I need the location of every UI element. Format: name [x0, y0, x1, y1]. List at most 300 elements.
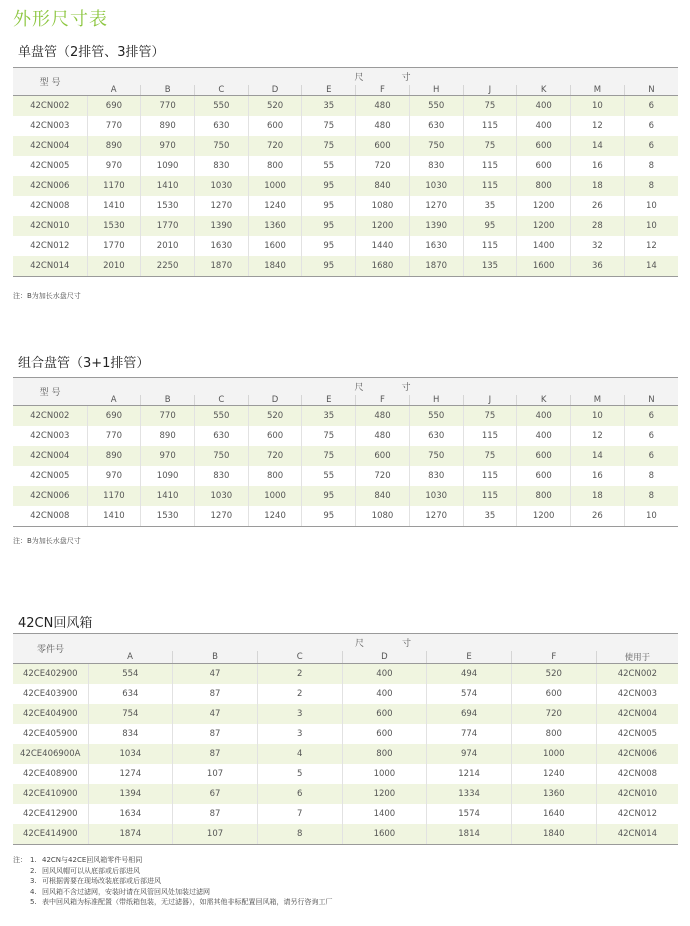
table-cell: 8 [624, 176, 678, 196]
table-cell: 830 [409, 466, 463, 486]
table-cell: 1030 [194, 486, 248, 506]
table-row [13, 196, 678, 216]
table-cell: 480 [356, 96, 410, 117]
table-cell: 95 [463, 216, 517, 236]
table-cell: 12 [571, 426, 625, 446]
table-cell: 834 [88, 724, 173, 744]
column-header: E [427, 651, 512, 664]
table-cell: 970 [87, 156, 141, 176]
table-cell: 42CN006 [596, 744, 678, 764]
note-prefix [13, 876, 30, 887]
table-cell: 95 [302, 486, 356, 506]
table-cell: 1270 [409, 196, 463, 216]
table-cell: 35 [463, 196, 517, 216]
table-cell: 750 [409, 446, 463, 466]
table-cell: 8 [624, 156, 678, 176]
table-cell: 720 [511, 704, 596, 724]
table-cell: 3 [257, 704, 342, 724]
table-cell: 600 [356, 136, 410, 156]
note-number: 2. [30, 866, 37, 875]
table-row [13, 804, 678, 824]
note-prefix [13, 866, 30, 877]
table-cell: 135 [463, 256, 517, 277]
table-cell: 42CN003 [30, 431, 70, 441]
table-cell: 1410 [141, 486, 195, 506]
table-cell: 400 [517, 406, 571, 427]
column-header: N [624, 85, 678, 96]
column-header: C [257, 651, 342, 664]
combo-coil-dimension-table [13, 377, 678, 527]
table-cell: 42CE405900 [22, 729, 78, 739]
dimensions-header: 尺寸 [87, 378, 678, 396]
table-cell: 1410 [141, 176, 195, 196]
table-cell: 1640 [511, 804, 596, 824]
table-cell: 42CN012 [596, 804, 678, 824]
table-cell: 14 [624, 256, 678, 277]
table-cell: 42CN004 [13, 446, 87, 466]
table-cell: 75 [463, 446, 517, 466]
table-cell: 47 [173, 664, 258, 685]
table-cell: 1814 [427, 824, 512, 845]
table-row [13, 784, 678, 804]
table-cell: 75 [463, 136, 517, 156]
table-cell: 55 [302, 466, 356, 486]
table-cell: 600 [517, 466, 571, 486]
table-cell: 890 [141, 426, 195, 446]
table-cell: 494 [427, 664, 512, 685]
table-cell: 1000 [248, 486, 302, 506]
table-cell: 42CN010 [596, 784, 678, 804]
table-cell: 1600 [248, 236, 302, 256]
table-cell: 1634 [88, 804, 173, 824]
table-cell: 774 [427, 724, 512, 744]
column-header: E [302, 85, 356, 96]
table-cell: 1334 [427, 784, 512, 804]
table-cell: 1680 [356, 256, 410, 277]
table-cell: 970 [141, 446, 195, 466]
table-cell: 12 [571, 116, 625, 136]
table-cell: 400 [517, 426, 571, 446]
table-cell: 12 [624, 236, 678, 256]
table-cell: 75 [302, 116, 356, 136]
table-cell: 600 [342, 724, 427, 744]
table-cell: 87 [173, 744, 258, 764]
table-cell: 75 [463, 96, 517, 117]
table-row [13, 724, 678, 744]
table-cell: 800 [517, 486, 571, 506]
table-cell: 35 [463, 506, 517, 527]
column-header: A [87, 85, 141, 96]
table-cell: 550 [194, 96, 248, 117]
column-header: H [409, 85, 463, 96]
table-cell: 520 [248, 406, 302, 427]
table-cell: 830 [194, 156, 248, 176]
table-cell: 42CN005 [30, 471, 70, 481]
table-cell: 1390 [194, 216, 248, 236]
table-cell: 720 [356, 156, 410, 176]
table-cell: 550 [409, 406, 463, 427]
table-cell: 42CN003 [30, 121, 70, 131]
table-cell: 400 [517, 96, 571, 117]
table-cell: 115 [463, 116, 517, 136]
table-cell: 1530 [141, 506, 195, 527]
note-item [13, 855, 333, 866]
table-cell: 554 [88, 664, 173, 685]
table-cell: 890 [87, 446, 141, 466]
table-cell: 4 [257, 744, 342, 764]
table-cell: 6 [624, 116, 678, 136]
table-cell: 1840 [511, 824, 596, 845]
table-cell: 6 [624, 426, 678, 446]
table-cell: 42CN006 [13, 176, 87, 196]
table-cell: 400 [342, 684, 427, 704]
note-number: 3. [30, 877, 37, 886]
table-cell: 42CN003 [596, 684, 678, 704]
table-cell: 5 [257, 764, 342, 784]
table-cell: 480 [356, 426, 410, 446]
table-cell: 28 [571, 216, 625, 236]
table-cell: 1360 [248, 216, 302, 236]
table-cell: 42CN008 [596, 764, 678, 784]
table-cell: 840 [356, 176, 410, 196]
table-cell: 16 [571, 156, 625, 176]
table-cell: 67 [173, 784, 258, 804]
table-row [13, 216, 678, 236]
table-cell: 1394 [88, 784, 173, 804]
table-cell: 1240 [511, 764, 596, 784]
table-cell: 6 [624, 136, 678, 156]
table-cell: 1770 [87, 236, 141, 256]
note-text: 回风箱不含过滤网，安装时请在风管回风处加装过滤网 [42, 887, 210, 896]
table-cell: 10 [624, 196, 678, 216]
column-header: A [87, 395, 141, 406]
section-title-single-coil: 单盘管（2排管、3排管） [18, 45, 165, 60]
column-header: F [356, 85, 410, 96]
table-cell: 42CN006 [13, 486, 87, 506]
table-cell: 1440 [356, 236, 410, 256]
table-cell: 1400 [517, 236, 571, 256]
table-cell: 634 [88, 684, 173, 704]
table-cell: 1874 [88, 824, 173, 845]
table-cell: 6 [624, 446, 678, 466]
part-number-header: 零件号 [13, 634, 88, 664]
table-row [13, 236, 678, 256]
note-item [13, 876, 333, 887]
table-cell: 1770 [141, 216, 195, 236]
table-cell: 55 [302, 156, 356, 176]
table-cell: 18 [571, 486, 625, 506]
table-row [13, 446, 678, 466]
table-cell: 550 [194, 406, 248, 427]
table-cell: 10 [571, 96, 625, 117]
table-cell: 1870 [194, 256, 248, 277]
table-cell: 1270 [409, 506, 463, 527]
table-row [13, 824, 678, 845]
table-cell: 800 [248, 466, 302, 486]
table-cell: 400 [342, 664, 427, 685]
table-cell: 1390 [409, 216, 463, 236]
table-cell: 42CE406900A [13, 744, 88, 764]
table-cell: 1530 [141, 196, 195, 216]
column-header: K [517, 85, 571, 96]
table-cell: 800 [511, 724, 596, 744]
table-cell: 36 [571, 256, 625, 277]
column-header: B [173, 651, 258, 664]
column-header: D [342, 651, 427, 664]
table-cell: 1200 [356, 216, 410, 236]
table-cell: 115 [463, 236, 517, 256]
table-cell: 42CE412900 [22, 809, 78, 819]
table-cell: 42CN002 [13, 96, 87, 117]
table-cell: 1360 [511, 784, 596, 804]
table-cell: 2 [257, 664, 342, 685]
table-cell: 1090 [141, 466, 195, 486]
section-title-return-box: 42CN回风箱 [18, 616, 93, 631]
table-cell: 840 [356, 486, 410, 506]
table-cell: 6 [624, 96, 678, 117]
column-header: M [571, 85, 625, 96]
table-row [13, 506, 678, 527]
note-number: 1. [30, 856, 37, 864]
table-row [13, 664, 678, 685]
table-cell: 1240 [248, 506, 302, 527]
table-cell: 115 [463, 426, 517, 446]
return-box-notes [13, 855, 333, 908]
combo-coil-note: 注：B为加长水盘尺寸 [13, 537, 81, 545]
table-cell: 1170 [87, 176, 141, 196]
model-header: 型 号 [13, 378, 87, 406]
table-cell: 42CN002 [13, 406, 87, 427]
table-cell: 970 [87, 466, 141, 486]
table-cell: 630 [194, 116, 248, 136]
table-cell: 87 [173, 684, 258, 704]
table-cell: 10 [624, 506, 678, 527]
table-cell: 1600 [517, 256, 571, 277]
table-cell: 1030 [194, 176, 248, 196]
table-cell: 750 [194, 446, 248, 466]
table-cell: 115 [463, 176, 517, 196]
table-row [13, 466, 678, 486]
table-cell: 42CN004 [596, 704, 678, 724]
column-header: B [141, 85, 195, 96]
table-cell: 630 [194, 426, 248, 446]
table-cell: 2010 [87, 256, 141, 277]
table-cell: 1410 [87, 196, 141, 216]
column-header: 使用于 [596, 651, 678, 664]
table-row [13, 426, 678, 446]
table-cell: 1870 [409, 256, 463, 277]
column-header: C [194, 395, 248, 406]
note-text: 42CN与42CE回风箱零件号相同 [42, 856, 143, 864]
table-cell: 1000 [511, 744, 596, 764]
table-cell: 42CN008 [13, 506, 87, 527]
table-cell: 42CE402900 [13, 664, 88, 685]
table-cell: 75 [302, 136, 356, 156]
column-header: B [141, 395, 195, 406]
table-cell: 26 [571, 506, 625, 527]
table-cell: 720 [356, 466, 410, 486]
note-item [13, 866, 333, 877]
note-text: 可根据需要在现场改装底部或后部进风 [42, 877, 161, 886]
table-cell: 1200 [342, 784, 427, 804]
model-header: 型 号 [13, 68, 87, 96]
table-cell: 10 [571, 406, 625, 427]
table-cell: 1000 [342, 764, 427, 784]
page-title: 外形尺寸表 [13, 9, 108, 30]
table-cell: 720 [248, 446, 302, 466]
table-cell: 42CN010 [13, 216, 87, 236]
table-cell: 1000 [248, 176, 302, 196]
table-row [13, 116, 678, 136]
column-header: F [356, 395, 410, 406]
table-cell: 1170 [87, 486, 141, 506]
table-cell: 107 [173, 764, 258, 784]
table-cell: 1030 [409, 486, 463, 506]
table-cell: 600 [517, 136, 571, 156]
table-cell: 600 [248, 426, 302, 446]
table-cell: 1214 [427, 764, 512, 784]
column-header: A [88, 651, 173, 664]
table-cell: 974 [427, 744, 512, 764]
table-cell: 87 [173, 804, 258, 824]
note-prefix [13, 887, 30, 898]
table-cell: 1034 [88, 744, 173, 764]
table-row [13, 704, 678, 724]
table-row [13, 256, 678, 277]
table-cell: 75 [302, 426, 356, 446]
table-cell: 1274 [88, 764, 173, 784]
table-cell: 87 [173, 724, 258, 744]
table-row [13, 136, 678, 156]
table-cell: 1090 [141, 156, 195, 176]
table-cell: 95 [302, 506, 356, 527]
dimensions-header: 尺寸 [87, 68, 678, 86]
dimensions-header: 尺寸 [88, 634, 678, 652]
table-cell: 574 [427, 684, 512, 704]
section-title-combo-coil: 组合盘管（3+1排管） [18, 356, 150, 371]
table-cell: 42CN008 [30, 201, 70, 211]
table-cell: 770 [87, 426, 141, 446]
table-cell: 16 [571, 466, 625, 486]
column-header: M [571, 395, 625, 406]
table-cell: 1200 [517, 506, 571, 527]
table-row [13, 176, 678, 196]
note-text: 表中回风箱为标准配置（带纸箱包装，无过滤器），如需其他非标配置回风箱，请另行咨询工厂 [42, 898, 333, 907]
column-header: C [194, 85, 248, 96]
table-cell: 42CN014 [13, 256, 87, 277]
column-header: K [517, 395, 571, 406]
table-cell: 690 [87, 96, 141, 117]
table-cell: 520 [248, 96, 302, 117]
table-cell: 970 [141, 136, 195, 156]
table-row [13, 156, 678, 176]
table-cell: 720 [248, 136, 302, 156]
table-row [13, 486, 678, 506]
note-number: 5. [30, 898, 37, 907]
table-cell: 14 [571, 446, 625, 466]
table-cell: 1530 [87, 216, 141, 236]
return-air-box-table [13, 633, 678, 845]
table-cell: 754 [88, 704, 173, 724]
table-cell: 14 [571, 136, 625, 156]
note-number: 4. [30, 887, 37, 896]
table-cell: 1270 [194, 196, 248, 216]
table-cell: 8 [624, 486, 678, 506]
table-cell: 480 [356, 116, 410, 136]
table-cell: 47 [173, 704, 258, 724]
table-cell: 1630 [194, 236, 248, 256]
table-cell: 480 [356, 406, 410, 427]
table-cell: 1600 [342, 824, 427, 845]
table-cell: 42CN012 [30, 241, 70, 251]
table-cell: 2250 [141, 256, 195, 277]
note-prefix [13, 897, 30, 908]
table-cell: 42CN014 [596, 824, 678, 845]
table-cell: 600 [517, 156, 571, 176]
table-cell: 95 [302, 196, 356, 216]
table-cell: 630 [409, 426, 463, 446]
table-row [13, 764, 678, 784]
table-cell: 1574 [427, 804, 512, 824]
single-coil-dimension-table [13, 67, 678, 277]
column-header: J [463, 395, 517, 406]
table-cell: 600 [517, 446, 571, 466]
table-cell: 890 [141, 116, 195, 136]
table-cell: 8 [624, 466, 678, 486]
table-cell: 115 [463, 466, 517, 486]
column-header: F [511, 651, 596, 664]
table-cell: 520 [511, 664, 596, 685]
table-cell: 95 [302, 216, 356, 236]
column-header: J [463, 85, 517, 96]
table-cell: 1080 [356, 196, 410, 216]
table-cell: 42CE408900 [22, 769, 78, 779]
table-cell: 42CN005 [30, 161, 70, 171]
table-cell: 800 [342, 744, 427, 764]
table-cell: 35 [302, 406, 356, 427]
table-cell: 1400 [342, 804, 427, 824]
table-cell: 95 [302, 176, 356, 196]
column-header: D [248, 395, 302, 406]
table-cell: 694 [427, 704, 512, 724]
table-cell: 690 [87, 406, 141, 427]
table-cell: 830 [409, 156, 463, 176]
table-cell: 26 [571, 196, 625, 216]
note-prefix: 注： [13, 856, 27, 864]
table-cell: 770 [141, 96, 195, 117]
table-cell: 600 [248, 116, 302, 136]
table-cell: 770 [141, 406, 195, 427]
table-cell: 32 [571, 236, 625, 256]
table-cell: 95 [302, 236, 356, 256]
note-item [13, 897, 333, 908]
single-coil-note: 注：B为加长水盘尺寸 [13, 292, 81, 300]
column-header: E [302, 395, 356, 406]
table-cell: 115 [463, 486, 517, 506]
table-cell: 18 [571, 176, 625, 196]
note-text: 回风风帽可以从底部或后部进风 [42, 866, 140, 875]
table-row [13, 684, 678, 704]
table-cell: 1030 [409, 176, 463, 196]
column-header: N [624, 395, 678, 406]
table-row [13, 406, 678, 427]
table-cell: 600 [342, 704, 427, 724]
table-cell: 2 [257, 684, 342, 704]
table-cell: 6 [624, 406, 678, 427]
table-cell: 10 [624, 216, 678, 236]
table-cell: 600 [356, 446, 410, 466]
table-cell: 800 [517, 176, 571, 196]
